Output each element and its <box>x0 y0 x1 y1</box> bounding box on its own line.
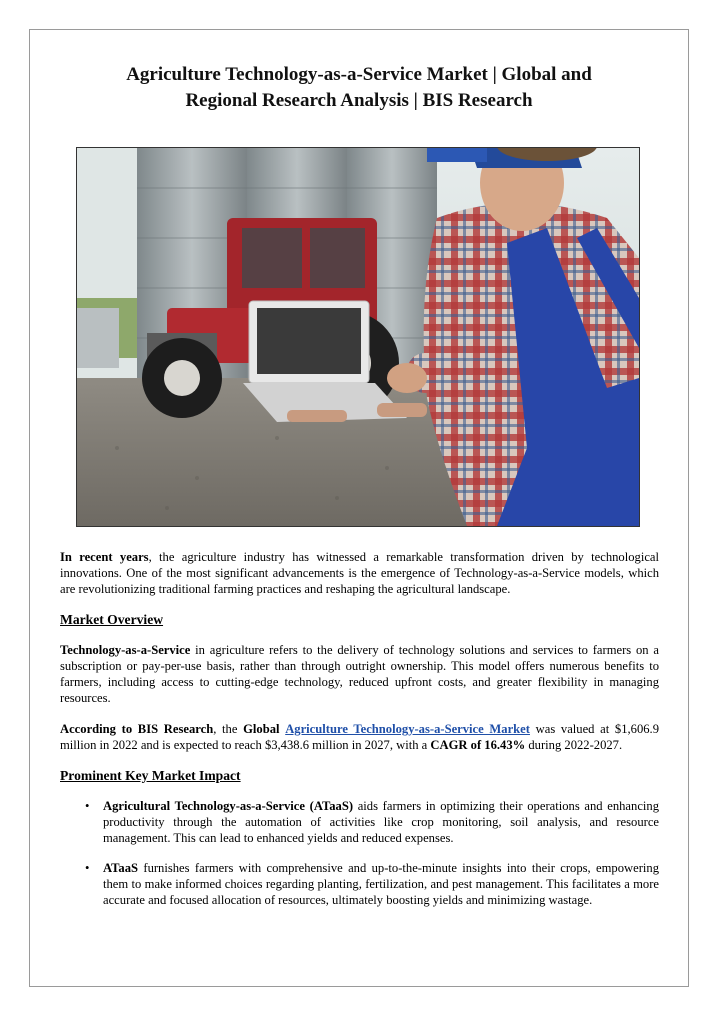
bullet-icon: • <box>85 861 90 875</box>
research-global: Global <box>243 722 280 736</box>
bullet-icon: • <box>85 799 90 813</box>
article-body <box>60 549 659 922</box>
title-line-1: Agriculture Technology-as-a-Service Market | Global and <box>126 64 592 85</box>
intro-paragraph <box>60 549 659 597</box>
title-line-2: Regional Research Analysis | BIS Research <box>185 90 533 111</box>
market-report-link[interactable]: Agriculture Technology-as-a-Service Market <box>285 722 530 736</box>
market-overview-lead: Technology-as-a-Service <box>60 643 191 657</box>
impact-item-lead: ATaaS <box>103 861 139 875</box>
market-overview-heading: Market Overview <box>60 612 164 627</box>
intro-lead: In recent years <box>60 550 149 564</box>
document-page <box>29 29 689 987</box>
list-item <box>85 798 660 846</box>
research-text-2: was valued at $1,606.9 million in 2022 and is expected to reach $3,438.6 million in 2027, with a <box>60 722 659 752</box>
research-text-3: during 2022-2027. <box>525 738 623 752</box>
hero-photo-farmer-with-laptop <box>76 147 640 527</box>
list-item <box>85 860 659 908</box>
research-cagr: CAGR of 16.43% <box>430 738 526 752</box>
impact-item-lead: Agricultural Technology-as-a-Service (ATaaS) <box>103 799 354 813</box>
hero-illustration <box>77 148 639 526</box>
impact-list <box>60 798 659 908</box>
research-paragraph <box>60 721 659 753</box>
market-overview-paragraph <box>60 642 659 706</box>
intro-text: , the agriculture industry has witnessed a remarkable transformation driven by technological innovations. One of the most significant advancements is the emergence of Technology-as-a-Service models, which are revolutionizing traditional farming practices and reshaping the agricultural landscape. <box>60 550 659 596</box>
impact-item-text: furnishes farmers with comprehensive and up-to-the-minute insights into their crops, empowering them to make informed choices regarding planting, fertilization, and pest management. This facilitates a more accurate and focused allocation of resources, ultimately boosting yields and minimizing wastage. <box>103 861 659 907</box>
research-lead: According to BIS Research <box>60 722 214 736</box>
research-text-1: , the <box>213 722 244 736</box>
market-overview-text: in agriculture refers to the delivery of technology solutions and services to farmers on a subscription or pay-per-use basis, rather than through outright ownership. This model offers numerous benefits to farmers, including access to cutting-edge technology, reduced upfront costs, and greater flexibility in managing resources. <box>60 643 659 705</box>
key-market-impact-heading: Prominent Key Market Impact <box>60 768 241 783</box>
document-title <box>30 62 688 114</box>
impact-item-text: aids farmers in optimizing their operations and enhancing productivity through the automation of activities like crop monitoring, soil analysis, and resource management. This can lead to enhanced yields and reduced expenses. <box>103 799 660 845</box>
